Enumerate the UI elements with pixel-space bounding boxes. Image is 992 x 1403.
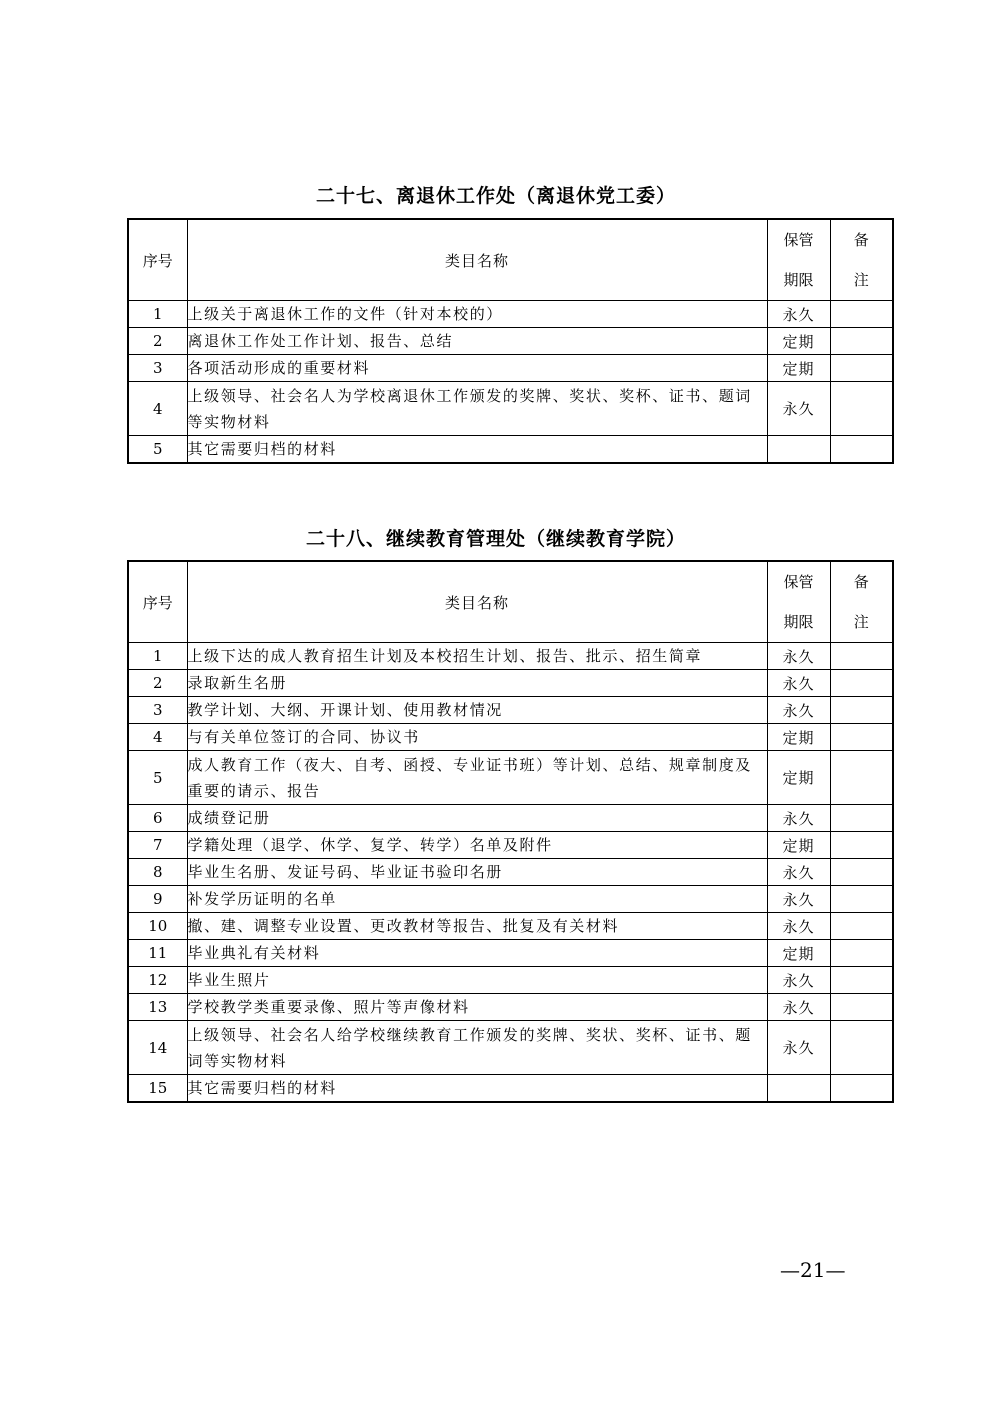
- row-seq: 2: [128, 670, 187, 697]
- row-note: [830, 724, 893, 751]
- page-number: —21—: [780, 1258, 846, 1282]
- row-note: [830, 751, 893, 805]
- row-seq: 15: [128, 1075, 187, 1103]
- table-row: [128, 328, 893, 355]
- row-seq: 2: [128, 328, 187, 355]
- row-note: [830, 355, 893, 382]
- header-seq: 序号: [128, 561, 187, 643]
- table-row: [128, 994, 893, 1021]
- row-name: 成人教育工作（夜大、自考、函授、专业证书班）等计划、总结、规章制度及重要的请示、报告: [187, 751, 767, 805]
- row-seq: 14: [128, 1021, 187, 1075]
- row-name: 其它需要归档的材料: [187, 1075, 767, 1103]
- header-note-line2: 注: [853, 271, 869, 289]
- row-name: 毕业生名册、发证号码、毕业证书验印名册: [187, 859, 767, 886]
- row-period: 永久: [767, 1021, 830, 1075]
- row-period: 永久: [767, 382, 830, 436]
- row-name: 毕业典礼有关材料: [187, 940, 767, 967]
- row-seq: 7: [128, 832, 187, 859]
- row-period: 永久: [767, 913, 830, 940]
- table-row: [128, 913, 893, 940]
- header-note: [830, 561, 893, 643]
- row-seq: 1: [128, 301, 187, 328]
- row-period: 永久: [767, 967, 830, 994]
- row-note: [830, 328, 893, 355]
- row-name: 离退休工作处工作计划、报告、总结: [187, 328, 767, 355]
- table-row: [128, 436, 893, 464]
- table-header-row: [128, 219, 893, 301]
- row-name: 上级领导、社会名人为学校离退休工作颁发的奖牌、奖状、奖杯、证书、题词等实物材料: [187, 382, 767, 436]
- row-note: [830, 967, 893, 994]
- row-note: [830, 643, 893, 670]
- header-period-line1: 保管: [783, 573, 814, 591]
- row-note: [830, 436, 893, 464]
- row-name: 录取新生名册: [187, 670, 767, 697]
- row-name: 上级领导、社会名人给学校继续教育工作颁发的奖牌、奖状、奖杯、证书、题词等实物材料: [187, 1021, 767, 1075]
- table-row: [128, 724, 893, 751]
- row-seq: 11: [128, 940, 187, 967]
- table-row: [128, 859, 893, 886]
- row-name: 上级关于离退休工作的文件（针对本校的）: [187, 301, 767, 328]
- row-note: [830, 886, 893, 913]
- row-period: 永久: [767, 643, 830, 670]
- header-name: 类目名称: [187, 561, 767, 643]
- table-row: [128, 940, 893, 967]
- header-name: 类目名称: [187, 219, 767, 301]
- row-period: 永久: [767, 697, 830, 724]
- row-seq: 12: [128, 967, 187, 994]
- row-period: 定期: [767, 355, 830, 382]
- row-note: [830, 832, 893, 859]
- table-row: [128, 751, 893, 805]
- header-note: [830, 219, 893, 301]
- row-note: [830, 382, 893, 436]
- header-period: [767, 561, 830, 643]
- table-row: [128, 670, 893, 697]
- row-seq: 5: [128, 436, 187, 464]
- header-note-line1: 备: [853, 231, 869, 249]
- row-note: [830, 805, 893, 832]
- row-name: 撤、建、调整专业设置、更改教材等报告、批复及有关材料: [187, 913, 767, 940]
- table-row: [128, 301, 893, 328]
- row-period: 永久: [767, 886, 830, 913]
- row-period: 永久: [767, 805, 830, 832]
- row-period: 定期: [767, 328, 830, 355]
- table-row: [128, 382, 893, 436]
- table-row: [128, 697, 893, 724]
- archive-table-28: [127, 560, 894, 1103]
- row-name: 与有关单位签订的合同、协议书: [187, 724, 767, 751]
- row-name: 补发学历证明的名单: [187, 886, 767, 913]
- table-row: [128, 886, 893, 913]
- row-seq: 10: [128, 913, 187, 940]
- row-seq: 8: [128, 859, 187, 886]
- row-name: 上级下达的成人教育招生计划及本校招生计划、报告、批示、招生简章: [187, 643, 767, 670]
- row-period: 永久: [767, 670, 830, 697]
- row-name: 毕业生照片: [187, 967, 767, 994]
- header-note-line1: 备: [853, 573, 869, 591]
- row-note: [830, 1021, 893, 1075]
- row-name: 教学计划、大纲、开课计划、使用教材情况: [187, 697, 767, 724]
- table-row: [128, 1075, 893, 1103]
- header-period-line2: 期限: [783, 613, 814, 631]
- header-note-line2: 注: [853, 613, 869, 631]
- table-row: [128, 355, 893, 382]
- row-note: [830, 1075, 893, 1103]
- table-row: [128, 1021, 893, 1075]
- row-period: [767, 1075, 830, 1103]
- table-row: [128, 832, 893, 859]
- header-period: [767, 219, 830, 301]
- row-name: 成绩登记册: [187, 805, 767, 832]
- row-seq: 9: [128, 886, 187, 913]
- row-name: 各项活动形成的重要材料: [187, 355, 767, 382]
- header-seq: 序号: [128, 219, 187, 301]
- row-period: [767, 436, 830, 464]
- section-title-28: 二十八、继续教育管理处（继续教育学院）: [305, 528, 686, 550]
- row-period: 定期: [767, 751, 830, 805]
- table-row: [128, 805, 893, 832]
- archive-table-27: [127, 218, 894, 464]
- row-seq: 13: [128, 994, 187, 1021]
- table-header-row: [128, 561, 893, 643]
- row-seq: 6: [128, 805, 187, 832]
- row-period: 定期: [767, 940, 830, 967]
- row-period: 定期: [767, 724, 830, 751]
- row-note: [830, 859, 893, 886]
- section-title-27: 二十七、离退休工作处（离退休党工委）: [315, 185, 676, 207]
- row-seq: 1: [128, 643, 187, 670]
- header-period-line2: 期限: [783, 271, 814, 289]
- row-seq: 4: [128, 382, 187, 436]
- row-seq: 5: [128, 751, 187, 805]
- table-row: [128, 967, 893, 994]
- row-name: 学籍处理（退学、休学、复学、转学）名单及附件: [187, 832, 767, 859]
- row-note: [830, 301, 893, 328]
- row-seq: 3: [128, 355, 187, 382]
- table-row: [128, 643, 893, 670]
- row-name: 学校教学类重要录像、照片等声像材料: [187, 994, 767, 1021]
- row-period: 永久: [767, 994, 830, 1021]
- row-note: [830, 913, 893, 940]
- row-note: [830, 670, 893, 697]
- row-period: 定期: [767, 832, 830, 859]
- row-note: [830, 940, 893, 967]
- row-note: [830, 994, 893, 1021]
- row-note: [830, 697, 893, 724]
- row-seq: 3: [128, 697, 187, 724]
- row-period: 永久: [767, 859, 830, 886]
- header-period-line1: 保管: [783, 231, 814, 249]
- row-period: 永久: [767, 301, 830, 328]
- row-seq: 4: [128, 724, 187, 751]
- row-name: 其它需要归档的材料: [187, 436, 767, 464]
